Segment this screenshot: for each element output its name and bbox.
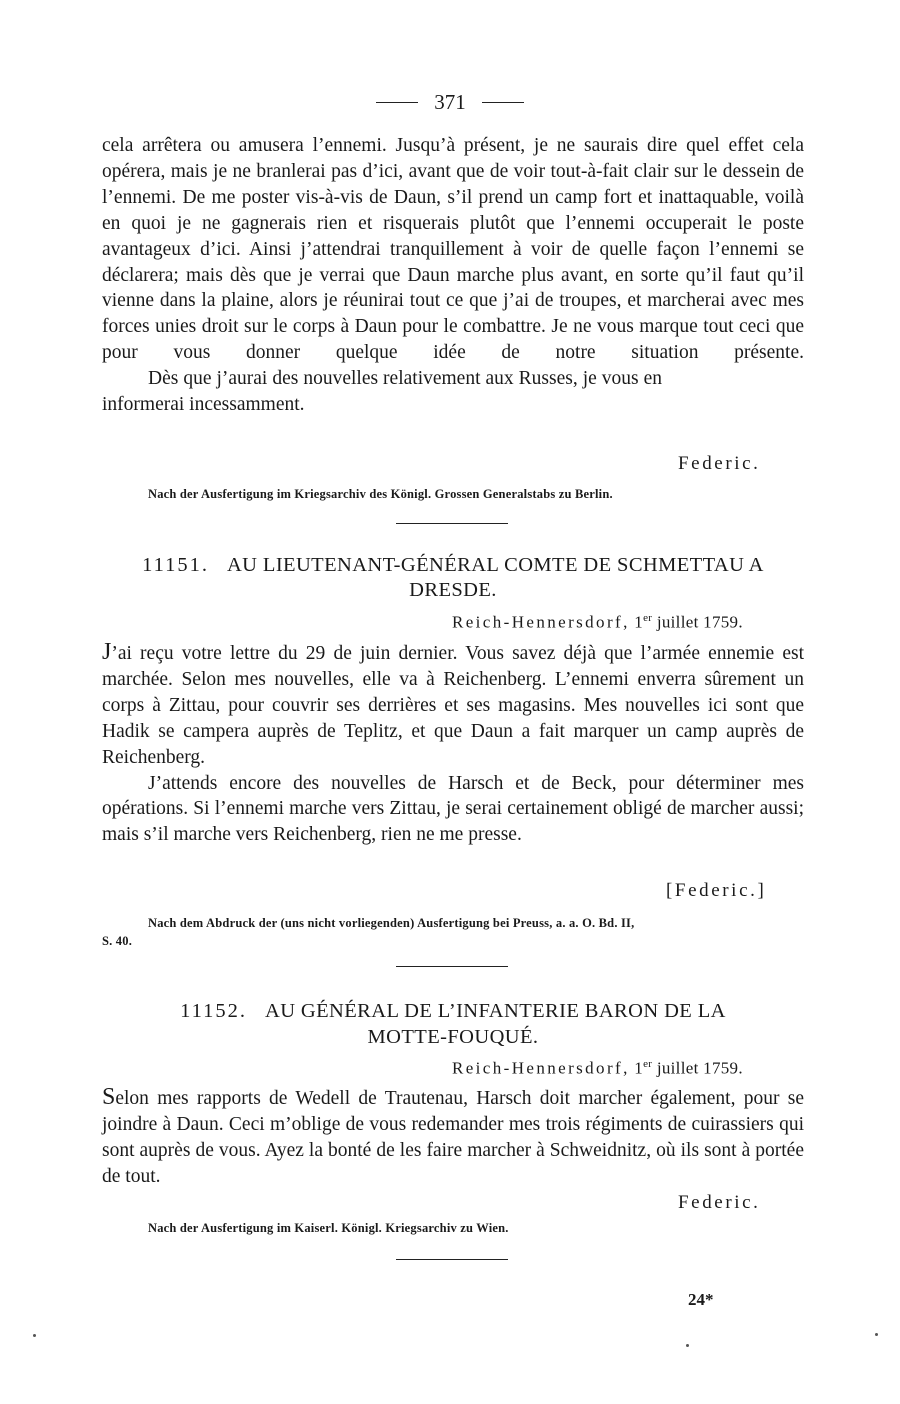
- letter-date-day: 1: [634, 612, 644, 632]
- scan-speck: [686, 1344, 689, 1347]
- letter-paragraph-text: ’ai reçu votre lettre du 29 de juin dernier. Vous savez déjà que l’armée ennemie est marchée. Selon mes nouvelles, elle va à Reichenberg. L’ennemi enverra sûrement un corps à Zittau, pour couvrir ses derrières et ses magasins. Mes nouvelles ici sont que Hadik se campera auprès de Teplitz, et que Daun a fait marquer un camp auprès de Reichenberg.: [102, 643, 804, 768]
- letter-number: 11152.: [180, 1000, 247, 1022]
- letter-title: AU LIEUTENANT-GÉNÉRAL COMTE DE SCHMETTAU A DRESDE.: [226, 554, 764, 601]
- letter-dateline: [452, 612, 743, 633]
- header-rule-right: [482, 102, 524, 103]
- letter-paragraph: [102, 640, 804, 771]
- initial-letter: J: [102, 639, 112, 665]
- letter-heading: [102, 553, 804, 603]
- letter-number: 11151.: [142, 554, 209, 576]
- letter-body: [102, 1085, 804, 1190]
- letter-date: juillet 1759.: [656, 1058, 743, 1078]
- signature-mark: 24*: [688, 1290, 714, 1309]
- letter-place: Reich-Hennersdorf,: [452, 612, 630, 632]
- letter-paragraph: [102, 1085, 804, 1190]
- section-divider: [396, 966, 508, 967]
- letter-heading: [102, 999, 804, 1024]
- source-note-continued: S. 40.: [102, 934, 133, 948]
- letter-date-sup: er: [643, 1058, 653, 1070]
- letter-body: [102, 640, 804, 848]
- letter-date: juillet 1759.: [656, 612, 743, 632]
- signature: Federic.: [678, 1192, 761, 1213]
- initial-letter: S: [102, 1084, 116, 1110]
- section-divider: [396, 523, 508, 524]
- page-header: [0, 90, 900, 115]
- header-rule-left: [376, 102, 418, 103]
- letter-title: AU GÉNÉRAL DE L’INFANTERIE BARON DE LA: [265, 1000, 726, 1022]
- continued-paragraph: cela arrêtera ou amusera l’ennemi. Jusqu’à présent, je ne saurais dire quel effet cela opérera, mais je ne branlerai pas d’ici, avant que de voir tout-à-fait clair sur le dessein de l’ennemi. De me poster vis-à-vis de Daun, s’il prend un camp fort et inattaquable, voilà en quoi je ne gagnerais rien et risquerais plutôt que l’ennemi occuperait le poste avantageux d’ici. Ainsi j’attendrai tranquillement à voir de quelle façon l’ennemi se déclarera; mais dès que je verrai que Daun marche plus avant, en sorte qu’il faut qu’il vienne dans la plaine, alors je réunirai tout ce que j’ai de troupes, et marcherai avec mes forces unies droit sur le corps à Daun pour le combattre. Je ne vous marque tout ceci que pour vous donner quelque idée de notre situation présente.: [102, 135, 804, 364]
- letter-paragraph: J’attends encore des nouvelles de Harsch et de Beck, pour déterminer mes opérations. Si l’ennemi marche vers Zittau, je serai certainement obligé de marcher aussi; mais s’il marche vers Reichenberg, rien ne me presse.: [102, 772, 804, 846]
- scan-speck: [33, 1334, 36, 1337]
- continued-letter: [102, 133, 804, 418]
- signature: Federic.: [678, 453, 761, 474]
- letter-date-sup: er: [643, 612, 653, 624]
- letter-place: Reich-Hennersdorf,: [452, 1058, 630, 1078]
- letter-title-continued: MOTTE-FOUQUÉ.: [367, 1026, 539, 1048]
- signature: [Federic.]: [666, 880, 767, 901]
- section-divider: [396, 1259, 508, 1260]
- scan-speck: [875, 1333, 878, 1336]
- letter-paragraph-text: elon mes rapports de Wedell de Trautenau, Harsch doit marcher également, pour se joindre à Daun. Ceci m’oblige de vous redemander mes trois régiments de cuirassiers qui sont auprès de vous. Ayez la bonté de les faire marcher à Schweidnitz, où ils sont à portée de tout.: [102, 1088, 804, 1187]
- page-number: 371: [434, 90, 466, 114]
- source-note: Nach der Ausfertigung im Kaiserl. Königl. Kriegsarchiv zu Wien.: [148, 1221, 509, 1235]
- closing-paragraph: Dès que j’aurai des nouvelles relativement aux Russes, je vous en informerai incessamment.: [102, 368, 662, 416]
- source-note: Nach der Ausfertigung im Kriegsarchiv des Königl. Grossen Generalstabs zu Berlin.: [148, 487, 613, 501]
- source-note: Nach dem Abdruck der (uns nicht vorliegenden) Ausfertigung bei Preuss, a. a. O. Bd. II,: [148, 916, 635, 930]
- letter-date-day: 1: [634, 1058, 644, 1078]
- letter-dateline: [452, 1058, 743, 1079]
